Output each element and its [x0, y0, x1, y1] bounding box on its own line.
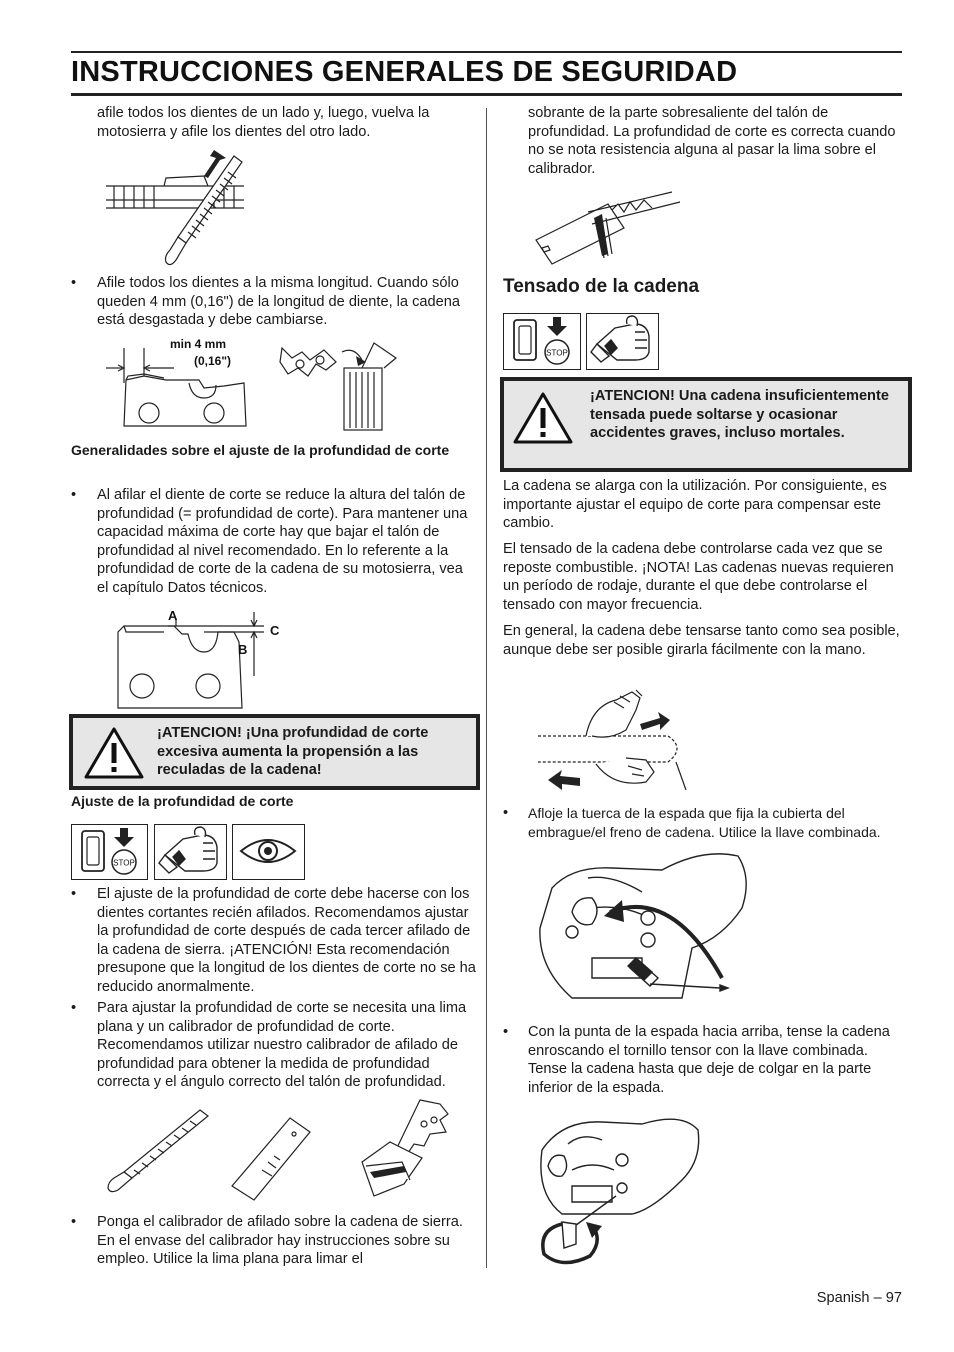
right-paragraph-2: El tensado de la cadena debe controlarse cada vez que se reposte combustible. ¡NOTA! Las cadenas nuevas requieren un período de rodaje, durante el que debe controlarse el tensado con mayor frecuencia.: [503, 541, 894, 613]
label-a: A: [168, 608, 178, 623]
subheading-depth-general: Generalidades sobre el ajuste de la profundidad de corte: [71, 442, 450, 458]
warning-triangle-icon: [512, 391, 574, 445]
left-bullet-1: Afile todos los dientes a la misma longitud. Cuando sólo queden 4 mm (0,16") de la longitud de diente, la cadena está desgastada y debe cambiarse.: [97, 275, 460, 329]
label-b: B: [238, 642, 248, 657]
right-bullet-2: Con la punta de la espada hacia arriba, tense la cadena enroscando el tornillo tensor con la llave combinada. Tense la cadena hasta que deje de colgar en la parte inferior de la espada.: [528, 1024, 890, 1096]
left-bullet-2: Al afilar el diente de corte se reduce la altura del talón de profundidad (= profundidad de corte). Para mantener una capacidad máxima de corte hay que bajar el talón de profundidad al nivel recomendado. En lo referente a la profundidad de corte de la cadena de su motosierra, vea el capítulo Datos técnicos.: [97, 487, 468, 596]
chain-rotation-by-hand-illustration: [536, 686, 696, 798]
bullet-marker: •: [503, 805, 509, 821]
page-number-label: Spanish – 97: [816, 1290, 902, 1306]
bullet-marker: •: [503, 1024, 509, 1040]
depth-gauge-tools-illustration: [104, 1096, 474, 1206]
bullet-marker: •: [71, 487, 77, 503]
stop-engine-icon: [504, 314, 579, 368]
protective-gloves-icon: [587, 314, 657, 368]
warning-box-kickback: [69, 714, 480, 790]
column-divider: [486, 108, 487, 1268]
gloves-icon-box: [154, 824, 227, 880]
stop-engine-icon: [72, 825, 146, 878]
right-paragraph-1: La cadena se alarga con la utilización. Por consiguiente, es importante ajustar el equipo de corte para compensar este cambio.: [503, 478, 887, 532]
left-bullet-3: El ajuste de la profundidad de corte debe hacerse con los dientes cortantes recién afilados. Recomendamos ajustar la profundidad de corte después de cada tercer afilado de la cadena de sierra. ¡ATENCIÓN! Esta recomendación presupone que la longitud de los dientes de corte no se ha reducido anormalmente.: [97, 886, 476, 995]
warning-text-kickback: ¡ATENCION! ¡Una profundidad de corte excesiva aumenta la propensión a las reculadas de la cadena!: [157, 725, 429, 779]
file-sharpening-illustration: [104, 148, 249, 270]
right-bullet-1: Afloje la tuerca de la espada que fija la cubierta del embrague/el freno de cadena. Utilice la llave combinada.: [528, 805, 881, 840]
min-length-inch-label: (0,16"): [194, 354, 232, 368]
stop-engine-icon-box-right: [503, 313, 581, 370]
bullet-marker: •: [71, 886, 77, 902]
right-intro-paragraph: sobrante de la parte sobresaliente del talón de profundidad. La profundidad de corte es correcta cuando no se nota resistencia alguna al pasar la lima sobre el calibrador.: [528, 105, 896, 177]
bullet-marker: •: [71, 1214, 77, 1230]
file-over-gauge-illustration: [532, 184, 682, 270]
header-bottom-rule: [71, 93, 902, 96]
warning-box-chain-tension: [500, 377, 912, 472]
eye-icon-box: [232, 824, 305, 880]
protective-gloves-icon: [155, 825, 225, 878]
section-heading-chain-tension: Tensado de la cadena: [503, 276, 700, 297]
right-paragraph-3: En general, la cadena debe tensarse tanto como sea posible, aunque debe ser posible girarla fácilmente con la mano.: [503, 623, 900, 658]
page-title: INSTRUCCIONES GENERALES DE SEGURIDAD: [71, 56, 738, 88]
left-bullet-5: Ponga el calibrador de afilado sobre la cadena de sierra. En el envase del calibrador hay instrucciones sobre su empleo. Utilice la lima plana para limar el: [97, 1214, 463, 1268]
depth-gauge-diagram: [104, 604, 304, 712]
min-tooth-length-illustration: [104, 338, 404, 438]
left-bullet-4: Para ajustar la profundidad de corte se necesita una lima plana y un calibrador de profundidad de corte. Recomendamos utilizar nuestro calibrador de afilado de profundidad para obtener la medida de profundidad correcta y el ángulo correcto del talón de profundidad.: [97, 1000, 467, 1091]
bullet-marker: •: [71, 275, 77, 291]
left-intro-paragraph: afile todos los dientes de un lado y, luego, vuelva la motosierra y afile los dientes del otro lado.: [97, 105, 430, 140]
bullet-marker: •: [71, 1000, 77, 1016]
stop-engine-icon-box: [71, 824, 148, 880]
min-length-label: min 4 mm: [170, 338, 227, 351]
warning-text-chain-tension: ¡ATENCION! Una cadena insuficientemente tensada puede soltarse y ocasionar accidentes graves, incluso mortales.: [590, 388, 889, 442]
gloves-icon-box-right: [586, 313, 659, 370]
svg-text:STOP: STOP: [546, 348, 568, 358]
eye-protection-icon: [233, 825, 303, 878]
header-top-rule: [71, 51, 902, 53]
label-c: C: [270, 623, 280, 638]
loosen-bar-nut-illustration: [532, 848, 756, 1020]
svg-text:STOP: STOP: [113, 858, 135, 868]
warning-triangle-icon: [83, 726, 145, 780]
tension-screw-illustration: [532, 1110, 702, 1270]
subheading-depth-adjust: Ajuste de la profundidad de corte: [71, 793, 294, 809]
